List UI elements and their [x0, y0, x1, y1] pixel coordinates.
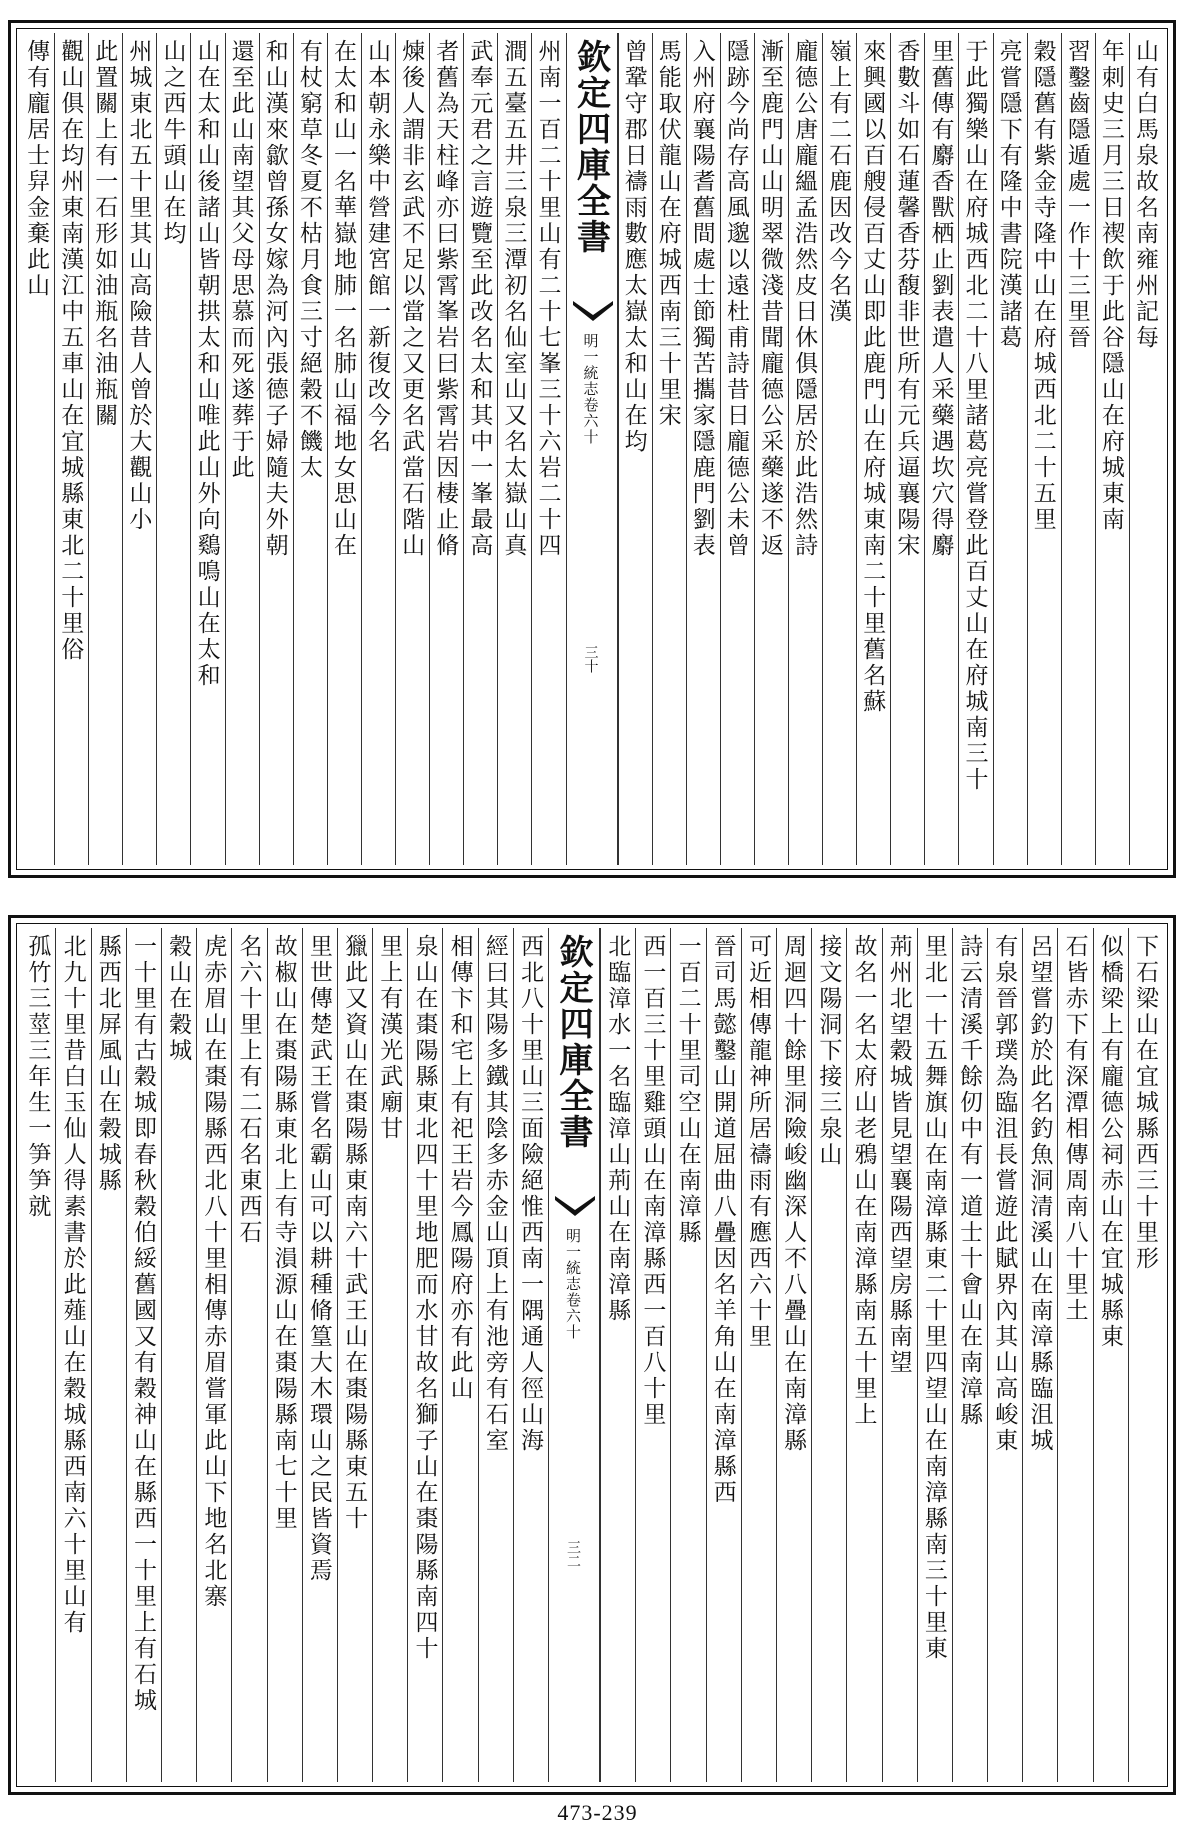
text-column: 和山漢來歙曾孫女嫁為河內張德子婦隨夫外朝 [259, 33, 293, 865]
fish-tail-icon [573, 301, 613, 321]
text-column: 嶺上有二石鹿因改今名漢 [822, 33, 856, 865]
text-column: 北臨漳水一名臨漳山荊山在南漳縣 [600, 928, 635, 1782]
text-column: 可近相傳龍神所居禱雨有應西六十里 [741, 928, 776, 1782]
text-column: 有泉晉郭璞為臨沮長嘗遊此賦界內其山高峻東 [987, 928, 1022, 1782]
text-column: 縣西北屏風山在穀城縣 [91, 928, 126, 1782]
text-column: 似橋梁上有龐德公祠赤山在宜城縣東 [1093, 928, 1128, 1782]
text-column: 于此獨樂山在府城西北二十八里諸葛亮嘗登此百丈山在府城南三十 [958, 33, 992, 865]
text-column: 煉後人謂非玄武不足以當之又更名武當石階山 [395, 33, 429, 865]
leaf-number: 三二 [565, 1540, 581, 1568]
section-label [549, 1228, 599, 1340]
text-column: 州南一百二十里山有二十七峯三十六岩二十四 [531, 33, 565, 865]
text-column: 虎赤眉山在棗陽縣西北八十里相傳赤眉嘗軍此山下地名北寨 [196, 928, 231, 1782]
text-column: 山之西牛頭山在均 [156, 33, 190, 865]
bottom-page [8, 915, 1176, 1795]
text-column: 香數斗如石蓮馨香芬馥非世所有元兵逼襄陽宋 [890, 33, 924, 865]
text-column: 荊州北望穀城皆見望襄陽西望房縣南望 [882, 928, 917, 1782]
text-column: 觀山俱在均州東南漢江中五車山在宜城縣東北二十里俗 [54, 33, 88, 865]
text-column: 周迴四十餘里洞險峻幽深人不八疊山在南漳縣 [776, 928, 811, 1782]
text-column: 曾鞏守郡日禱雨數應太嶽太和山在均 [618, 33, 652, 865]
text-column: 晉司馬懿鑿山開道屈曲八疊因名羊角山在南漳縣西 [706, 928, 741, 1782]
text-column: 此置關上有一石形如油瓶名油瓶關 [88, 33, 122, 865]
text-column: 里舊傳有麝香獸栖止劉表遣人采藥遇坎穴得麝 [924, 33, 958, 865]
text-column: 詩云清溪千餘仞中有一道士十會山在南漳縣 [952, 928, 987, 1782]
text-column: 里北一十五舞旗山在南漳縣東二十里四望山在南漳縣南三十里東 [917, 928, 952, 1782]
text-column: 亮嘗隱下有隆中書院漢諸葛 [993, 33, 1027, 865]
text-column: 故椒山在棗陽縣東北上有寺溳源山在棗陽縣南七十里 [267, 928, 302, 1782]
text-column: 接文陽洞下接三泉山 [811, 928, 846, 1782]
volume-number: 卷六十 [581, 397, 600, 445]
section-name: 明一統志 [564, 1228, 582, 1292]
text-column: 穀山在穀城 [161, 928, 196, 1782]
leaf-number: 三十 [582, 645, 599, 673]
text-column: 石皆赤下有深潭相傳周南八十里土 [1057, 928, 1092, 1782]
text-column: 習鑿齒隱遁處一作十三里晉 [1061, 33, 1095, 865]
text-column: 名六十里上有二石名東西石 [231, 928, 266, 1782]
text-column: 在太和山一名華嶽地肺一名肺山福地女思山在 [327, 33, 361, 865]
fish-tail-icon [555, 1196, 595, 1216]
book-title: 欽定四庫全書 [553, 934, 593, 1150]
text-column: 下石梁山在宜城縣西三十里形 [1128, 928, 1163, 1782]
text-column: 還至此山南望其父母思慕而死遂葬于此 [225, 33, 259, 865]
volume-number: 卷六十 [564, 1292, 582, 1340]
text-column: 州城東北五十里其山高險昔人曾於大觀山小 [122, 33, 156, 865]
text-column: 隱跡今尚存高風邈以遠杜甫詩昔日龐德公未曾 [720, 33, 754, 865]
text-column: 里上有漢光武廟甘 [372, 928, 407, 1782]
text-column: 馬能取伏龍山在府城西南三十里宋 [652, 33, 686, 865]
center-banner [566, 33, 618, 865]
text-column: 西一百三十里雞頭山在南漳縣西一百八十里 [635, 928, 670, 1782]
text-column: 呂望嘗釣於此名釣魚洞清溪山在南漳縣臨沮城 [1022, 928, 1057, 1782]
text-column: 漸至鹿門山山明翠微淺昔聞龐德公采藥遂不返 [754, 33, 788, 865]
text-column: 一十里有古穀城即春秋穀伯綏舊國又有穀神山在縣西一十里上有石城 [126, 928, 161, 1782]
text-column: 山本朝永樂中營建宮館一新復改今名 [361, 33, 395, 865]
section-name: 明一統志 [581, 333, 600, 397]
text-column: 有杖窮草冬夏不枯月食三寸絕穀不饑太 [293, 33, 327, 865]
text-column: 武奉元君之言遊覽至此改名太和其中一峯最高 [463, 33, 497, 865]
bottom-text-columns [21, 928, 1163, 1782]
text-column: 山有白馬泉故名南雍州記每 [1129, 33, 1163, 865]
text-column: 龐德公唐龐縕孟浩然皮日休俱隱居於此浩然詩 [788, 33, 822, 865]
text-column: 孤竹三莖三年生一笋笋就 [24, 934, 51, 1220]
text-column: 來興國以百艘侵百丈山即此鹿門山在府城東南二十里舊名蘇 [856, 33, 890, 865]
text-column: 山在太和山後諸山皆朝拱太和山唯此山外向鷄鳴山在太和 [190, 33, 224, 865]
page-number-footer: 473-239 [557, 1800, 638, 1825]
text-column: 泉山在棗陽縣東北四十里地肥而水甘故名獅子山在棗陽縣南四十 [407, 928, 442, 1782]
text-column: 獵此又資山在棗陽縣東南六十武王山在棗陽縣東五十 [337, 928, 372, 1782]
section-label [567, 333, 617, 445]
top-page [8, 20, 1176, 878]
text-column: 入州府襄陽耆舊間處士節獨苦攜家隱鹿門劉表 [686, 33, 720, 865]
text-column: 年刺史三月三日禊飲于此谷隱山在府城東南 [1095, 33, 1129, 865]
book-title: 欽定四庫全書 [570, 39, 611, 255]
top-text-columns [21, 33, 1163, 865]
text-column: 里世傳楚武王嘗名霸山可以耕種脩篁大木環山之民皆資焉 [302, 928, 337, 1782]
text-column: 穀隱舊有紫金寺隆中山在府城西北二十五里 [1027, 33, 1061, 865]
center-banner [548, 928, 600, 1782]
text-column: 故名一名太府山老鴉山在南漳縣南五十里上 [846, 928, 881, 1782]
text-column: 北九十里昔白玉仙人得素書於此薤山在穀城縣西南六十里山有 [55, 928, 90, 1782]
text-column: 西北八十里山三面險絕惟西南一隅通人徑山海 [513, 928, 548, 1782]
text-column: 傳有龐居士舁金棄此山 [23, 39, 50, 299]
text-column: 一百二十里司空山在南漳縣 [670, 928, 705, 1782]
text-column: 經曰其陽多鐵其陰多赤金山頂上有池旁有石室 [478, 928, 513, 1782]
text-column: 者舊為天柱峰亦曰紫霄峯岩曰紫霄岩因棲止脩 [429, 33, 463, 865]
text-column: 相傳卞和宅上有祀王岩今鳳陽府亦有此山 [442, 928, 477, 1782]
text-column: 澗五臺五井三泉三潭初名仙室山又名太嶽山真 [497, 33, 531, 865]
